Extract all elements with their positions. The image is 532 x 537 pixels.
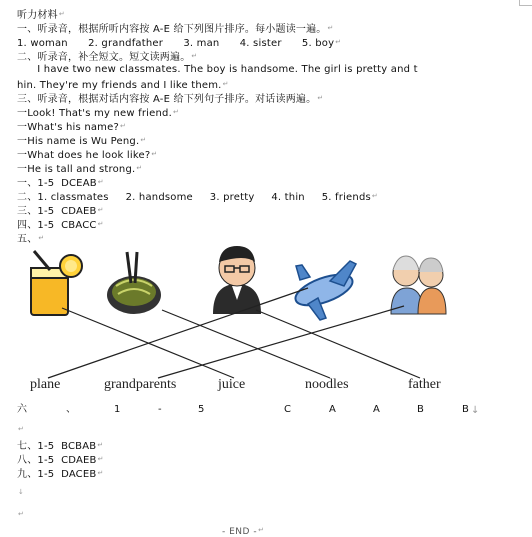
word-noodles: noodles: [305, 377, 349, 392]
match-line-noodles-noodles: [162, 310, 330, 378]
text-line: 一Look! That's my new friend.↵: [17, 108, 180, 119]
text-line: 1. woman 2. grandfather 3. man 4. sister 5. boy↵: [17, 38, 342, 49]
section-six-dash: -: [158, 404, 162, 415]
grandparents-icon: [391, 256, 446, 314]
section-six-answer: C: [284, 404, 291, 415]
text-line: 五、↵: [17, 234, 45, 245]
match-line-grandparents-grandparents: [158, 306, 404, 378]
section-six-answer: B: [417, 404, 424, 415]
section-six-answer: B: [462, 404, 469, 415]
match-line-plane-plane: [48, 288, 308, 378]
text-line: ↵: [18, 510, 25, 518]
text-line: 一、听录音，根据所听内容按 A-E 给下列图片排序。每小题读一遍。↵: [17, 24, 334, 35]
section-six-range-start: 1: [114, 404, 121, 415]
section-six-range-end: 5: [198, 404, 205, 415]
section-six-answer: A: [329, 404, 336, 415]
word-father: father: [408, 377, 441, 392]
paragraph-mark-icon: ↓: [471, 405, 480, 416]
word-juice: juice: [218, 377, 246, 392]
text-line: 听力材料↵: [17, 10, 65, 21]
text-line: 三、听录音，根据对话内容按 A-E 给下列句子排序。对话读两遍。↵: [17, 94, 324, 105]
text-line: I have two new classmates. The boy is handsome. The girl is pretty and t: [17, 64, 418, 75]
section-six-answer: A: [373, 404, 380, 415]
text-line: 一What's his name?↵: [17, 122, 127, 133]
noodles-icon: [107, 252, 161, 314]
juice-icon: [31, 251, 82, 315]
word-plane: plane: [30, 377, 61, 392]
text-line: 九、1-5 DACEB↵: [17, 469, 104, 480]
text-line: 一、1-5 DCEAB↵: [17, 178, 104, 189]
text-line: hin. They're my friends and I like them.↵: [17, 80, 229, 91]
text-line: 二、1. classmates 2. handsome 3. pretty 4. thin 5. friends↵: [17, 192, 378, 203]
text-line: 二、听录音，补全短文。短文读两遍。↵: [17, 52, 198, 63]
match-line-man-father: [256, 310, 420, 378]
text-line: 七、1-5 BCBAB↵: [17, 441, 104, 452]
man-icon: [213, 246, 261, 314]
text-line: 四、1-5 CBACC↵: [17, 220, 104, 231]
text-line: 一What does he look like?↵: [17, 150, 158, 161]
section-six-label: 六: [17, 404, 27, 415]
text-line: 一He is tall and strong.↵: [17, 164, 143, 175]
text-line: ↵: [18, 425, 25, 433]
text-line: ↓: [18, 488, 25, 496]
footer-end-marker: - END -↵: [222, 526, 265, 537]
word-grandparents: grandparents: [104, 377, 177, 392]
section-six-separator: 、: [66, 404, 76, 415]
text-line: 三、1-5 CDAEB↵: [17, 206, 104, 217]
text-line: 一His name is Wu Peng.↵: [17, 136, 147, 147]
text-line: 八、1-5 CDAEB↵: [17, 455, 104, 466]
